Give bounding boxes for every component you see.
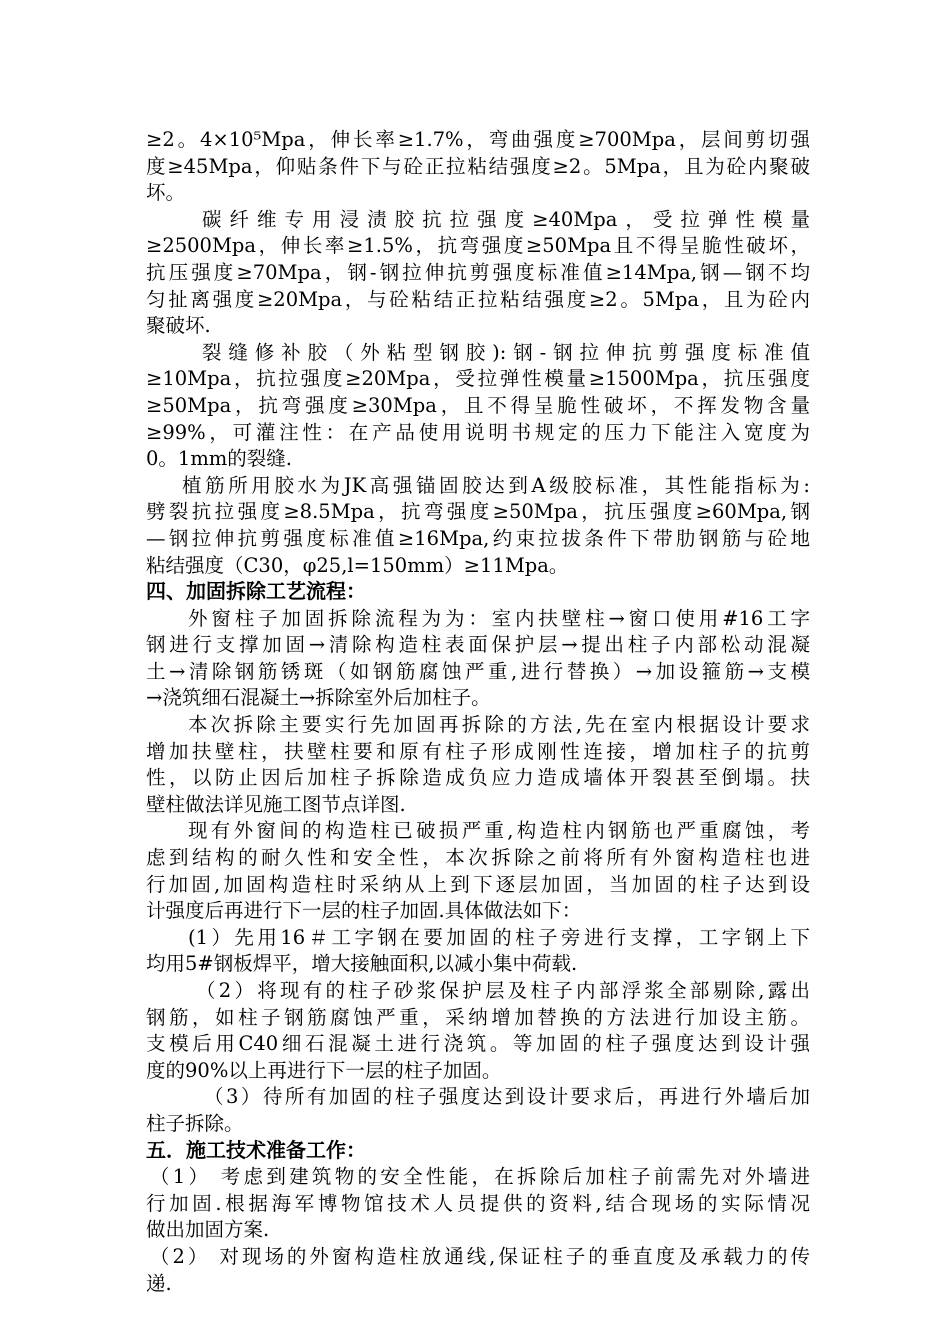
text-line: ≥2。4×10⁵Mpa，伸长率≥1.7%，弯曲强度≥700Mpa，层间剪切强 — [146, 128, 810, 151]
text-line: 度的90%以上再进行下一层的柱子加固。 — [146, 1058, 502, 1082]
document-body — [146, 127, 810, 1297]
text-line: 粘结强度（C30，φ25,l=150mm）≥11Mpa。 — [146, 553, 569, 577]
text-line: 现有外窗间的构造柱已破损严重,构造柱内钢筋也严重腐蚀，考 — [188, 819, 810, 843]
text-line: 碳纤维专用浸渍胶抗拉强度≥40Mpa，受拉弹性模量 — [202, 207, 810, 231]
text-line: 钢进行支撑加固→清除构造柱表面保护层→提出柱子内部松动混凝 — [146, 633, 810, 657]
text-line: 钢筋，如柱子钢筋腐蚀严重，采纳增加替换的方法进行加设主筋。 — [146, 1005, 810, 1029]
paragraph-anchoring-adhesive — [146, 473, 810, 579]
text-line: 柱子拆除。 — [146, 1111, 244, 1135]
section-heading-5: 五．施工技术准备工作： — [146, 1139, 366, 1162]
text-line: 裂缝修补胶（外粘型钢胶):钢-钢拉伸抗剪强度标准值 — [202, 340, 810, 364]
text-line: 均用5#钢板焊平，增大接触面积,以减小集中荷载. — [146, 952, 578, 976]
text-line: 行加固,加固构造柱时采纳从上到下逐层加固，当加固的柱子达到设 — [146, 872, 810, 896]
text-line: 计强度后再进行下一层的柱子加固.具体做法如下： — [146, 899, 582, 923]
text-line: 坏。 — [146, 181, 186, 205]
text-line: →浇筑细石混凝土→拆除室外后加柱子。 — [146, 686, 491, 710]
paragraph-reinforce-then-remove — [146, 712, 810, 818]
list-item-step-3 — [146, 1084, 810, 1137]
text-line: 行加固.根据海军博物馆技术人员提供的资料,结合现场的实际情况 — [146, 1191, 810, 1215]
text-line: 度≥45Mpa，仰贴条件下与砼正拉粘结强度≥2。5Mpa，且为砼内聚破 — [146, 154, 810, 178]
text-line: 做出加固方案. — [146, 1218, 270, 1242]
text-line: 外窗柱子加固拆除流程为为：室内扶壁柱→窗口使用#16工字 — [188, 606, 810, 630]
list-item-prep-2 — [146, 1244, 810, 1297]
text-line: 性，以防止因后加柱子拆除造成负应力造成墙体开裂甚至倒塌。扶 — [146, 766, 810, 790]
text-line: ≥2500Mpa，伸长率≥1.5%，抗弯强度≥50Mpa且不得呈脆性破坏， — [146, 234, 810, 258]
paragraph-process-flow — [146, 606, 810, 712]
text-line: 支模后用C40细石混凝土进行浇筑。等加固的柱子强度达到设计强 — [146, 1032, 810, 1056]
text-line: 植筋所用胶水为JK高强锚固胶达到A级胶标准，其性能指标为: — [182, 473, 810, 497]
text-line: 劈裂抗拉强度≥8.5Mpa，抗弯强度≥50Mpa，抗压强度≥60Mpa,钢 — [146, 500, 810, 524]
paragraph-existing-columns — [146, 818, 810, 924]
text-line: ≥99%，可灌注性：在产品使用说明书规定的压力下能注入宽度为 — [146, 420, 810, 444]
text-line: —钢拉伸抗剪强度标准值≥16Mpa,约束拉拔条件下带肋钢筋与砼地 — [146, 526, 810, 550]
text-line: 递. — [146, 1271, 172, 1295]
text-line: 虑到结构的耐久性和安全性，本次拆除之前将所有外窗构造柱也进 — [146, 846, 810, 870]
text-line: （1） 考虑到建筑物的安全性能，在拆除后加柱子前需先对外墙进 — [150, 1165, 810, 1189]
text-line: 0。1mm的裂缝. — [146, 447, 292, 471]
section-heading-4: 四、加固拆除工艺流程： — [146, 581, 366, 604]
text-line: ≥10Mpa，抗拉强度≥20Mpa，受拉弹性模量≥1500Mpa，抗压强度 — [146, 367, 810, 391]
list-item-step-2 — [146, 978, 810, 1084]
text-line: (1）先用16＃工字钢在要加固的柱子旁进行支撑，工字钢上下 — [188, 925, 810, 949]
text-line: 抗压强度≥70Mpa，钢-钢拉伸抗剪强度标准值≥14Mpa,钢—钢不均 — [146, 260, 810, 284]
text-line: 壁柱做法详见施工图节点详图. — [146, 792, 406, 816]
text-line: 增加扶壁柱，扶壁柱要和原有柱子形成刚性连接，增加柱子的抗剪 — [146, 739, 810, 763]
text-line: 本次拆除主要实行先加固再拆除的方法,先在室内根据设计要求 — [188, 713, 810, 737]
text-line: 匀扯离强度≥20Mpa，与砼粘结正拉粘结强度≥2。5Mpa，且为砼内 — [146, 287, 810, 311]
text-line: ≥50Mpa，抗弯强度≥30Mpa，且不得呈脆性破坏，不挥发物含量 — [146, 393, 810, 417]
text-line: （3）待所有加固的柱子强度达到设计要求后，再进行外墙后加 — [204, 1085, 810, 1109]
text-line: （2） 对现场的外窗构造柱放通线,保证柱子的垂直度及承载力的传 — [150, 1244, 810, 1268]
paragraph-crack-repair-adhesive — [146, 340, 810, 473]
paragraph-cfrp-sheet-specs — [146, 127, 810, 207]
list-item-step-1 — [146, 925, 810, 978]
list-item-prep-1 — [146, 1164, 810, 1244]
text-line: （2）将现有的柱子砂浆保护层及柱子内部浮浆全部剔除,露出 — [196, 979, 810, 1002]
text-line: 聚破坏. — [146, 314, 211, 338]
paragraph-impregnating-adhesive — [146, 207, 810, 340]
text-line: 土→清除钢筋锈斑（如钢筋腐蚀严重,进行替换）→加设箍筋→支模 — [146, 659, 810, 683]
